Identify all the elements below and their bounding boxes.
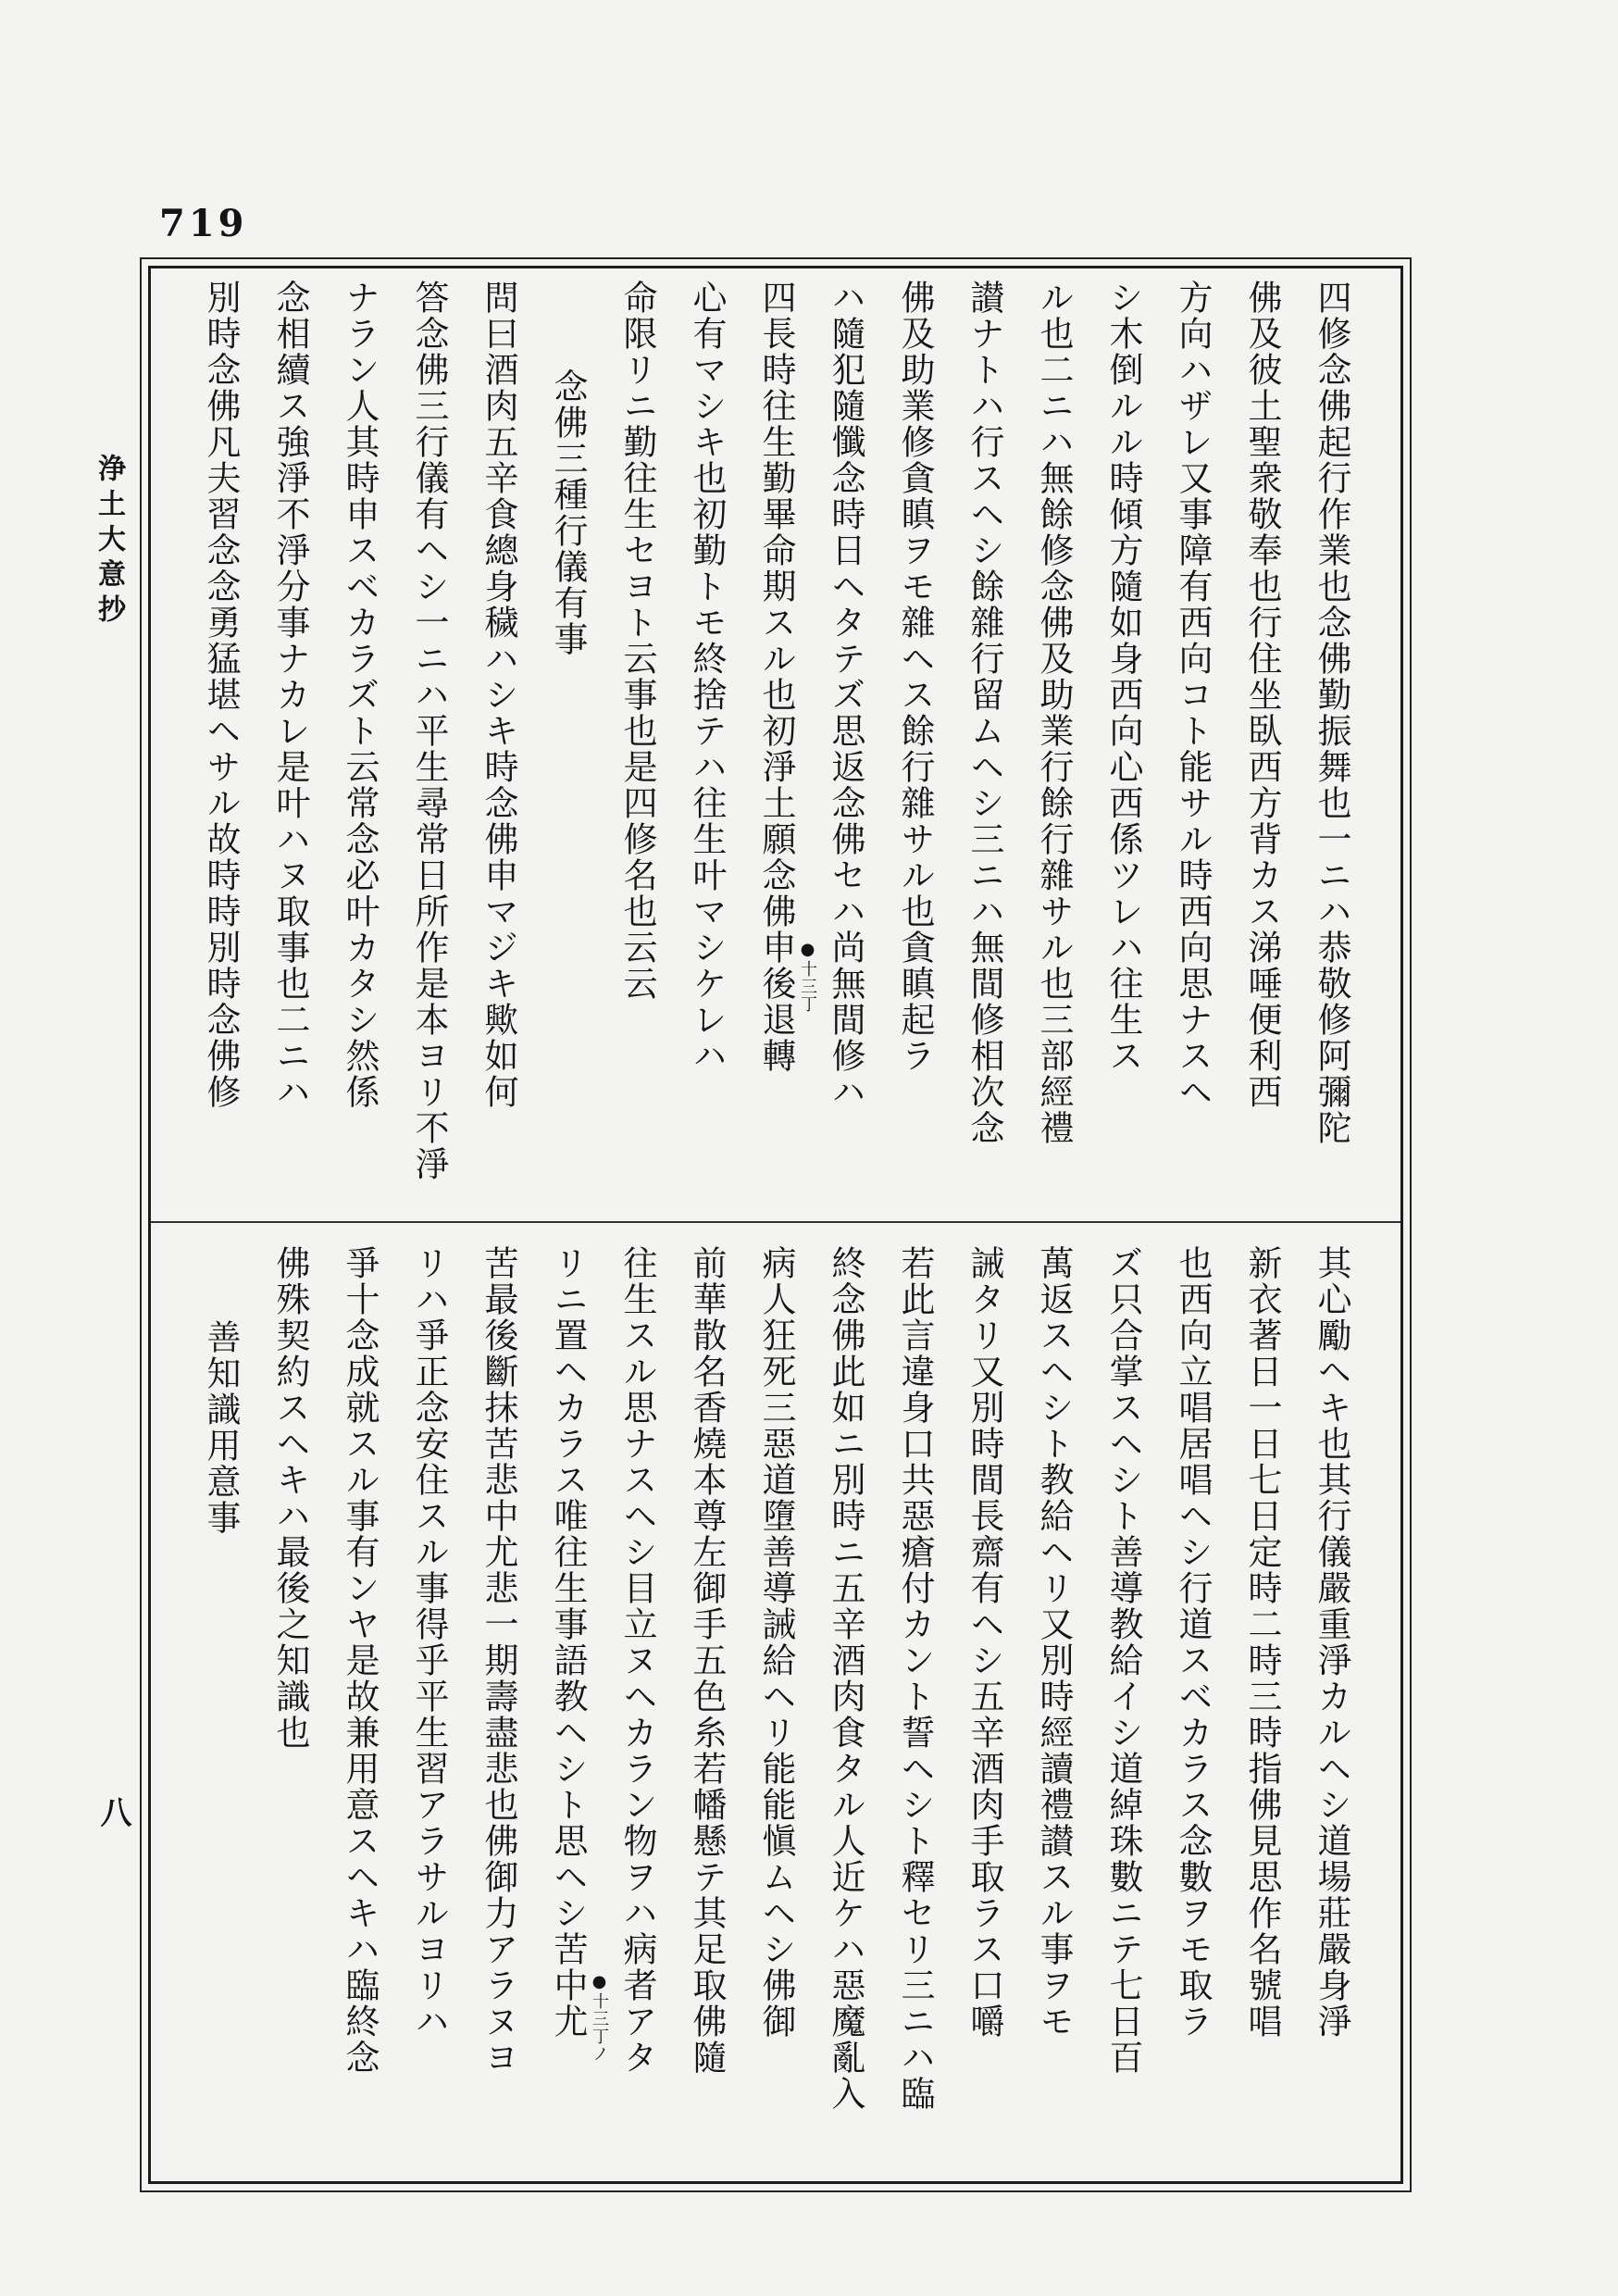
- section-heading: 善知識用意事: [201, 1319, 241, 1536]
- text-column: 心有マシキ也初勤トモ終捨テハ往生叶マシケレハ: [687, 280, 727, 1074]
- text-column: 也西向立唱居唱ヘシ行道スベカラス念數ヲモ取ラ: [1173, 1245, 1213, 2040]
- text-column: 終念佛此如ニ別時ニ五辛酒肉食タル人近ケハ惡魔亂入: [826, 1245, 865, 2112]
- text-column: 佛殊契約スヘキハ最後之知識也: [270, 1245, 310, 1751]
- text-column: リニ置ヘカラス唯往生事語教ヘシト思ヘシ苦中尤: [548, 1245, 588, 2040]
- text-column: 四修念佛起行作業也念佛勤振舞也一ニハ恭敬修阿彌陀: [1312, 280, 1351, 1146]
- section-heading: 念佛三種行儀有事: [548, 368, 588, 657]
- text-column: 往生スル思ナスヘシ目立ヌヘカラン物ヲハ病者アタ: [617, 1245, 657, 2076]
- text-column: 爭十念成就スル事有ンヤ是故兼用意スヘキハ臨終念: [340, 1245, 380, 2076]
- text-column: 若此言違身口共惡瘡付カント誓ヘシト釋セリ三ニハ臨: [895, 1245, 935, 2112]
- text-column: 佛及彼土聖衆敬奉也行住坐臥西方背カス涕唾便利西: [1242, 280, 1282, 1110]
- text-column: 答念佛三行儀有ヘシ一ニハ平生尋常日所作是本ヨリ不淨: [409, 280, 449, 1182]
- text-column: リハ爭正念安住スル事得乎平生習アラサルヨリハ: [409, 1245, 449, 2040]
- text-column: 新衣著日一日七日定時二時三時指佛見思作名號唱: [1242, 1245, 1282, 2040]
- text-column: 前華散名香燒本尊左御手五色糸若幡懸テ其足取佛隨: [687, 1245, 727, 2076]
- section-divider: [151, 1221, 1400, 1223]
- text-column: 苦最後斷抹苦悲中尤悲一期壽盡悲也佛御力アラヌヨ: [479, 1245, 518, 2076]
- text-column: 四長時往生勤畢命期スル也初淨土願念佛申後退轉: [756, 280, 796, 1074]
- text-column: 其心勵ヘキ也其行儀嚴重淨カルヘシ道場莊嚴身淨: [1312, 1245, 1351, 2040]
- text-column: ル也二ニハ無餘修念佛及助業行餘行雜サル也三部經禮: [1034, 280, 1074, 1146]
- folio-marker-upper: ●十三丁: [798, 940, 817, 1013]
- text-column: 萬返スヘシト教給ヘリ又別時經讀禮讃スル事ヲモ: [1034, 1245, 1074, 2040]
- text-column: 讃ナトハ行スヘシ餘雜行留ムヘシ三ニハ無間修相次念: [965, 280, 1004, 1146]
- text-column: 命限リニ勤往生セヨト云事也是四修名也云云: [617, 280, 657, 1002]
- folio-marker-lower: ●十三丁ノ: [590, 1972, 609, 2063]
- page-number: 719: [159, 202, 248, 245]
- text-column: 念相續ス強淨不淨分事ナカレ是叶ハヌ取事也二ニハ: [270, 280, 310, 1110]
- text-column: シ木倒ルル時傾方隨如身西向心西係ツレハ往生ス: [1103, 280, 1143, 1074]
- text-column: 問曰酒肉五辛食總身穢ハシキ時念佛申マジキ歟如何: [479, 280, 518, 1110]
- text-column: ハ隨犯隨懺念時日ヘタテズ思返念佛セハ尚無間修ハ: [826, 280, 865, 1110]
- margin-folio-number: 八: [94, 1796, 131, 1828]
- text-column: 誡タリ又別時間長齋有ヘシ五辛酒肉手取ラス口嚼: [965, 1245, 1004, 2040]
- text-column: 佛及助業修貪瞋ヲモ雜ヘス餘行雜サル也貪瞋起ラ: [895, 280, 935, 1074]
- margin-book-title: 浄土大意抄: [93, 454, 125, 630]
- text-column: ナラン人其時申スベカラズト云常念必叶カタシ然係: [340, 280, 380, 1110]
- text-column: 方向ハザレ又事障有西向コト能サル時西向思ナスヘ: [1173, 280, 1213, 1110]
- text-column: 病人狂死三惡道墮善導誡給ヘリ能能愼ムヘシ佛御: [756, 1245, 796, 2040]
- text-column: ズ只合掌スヘシト善導教給イシ道綽珠數ニテ七日百: [1103, 1245, 1143, 2076]
- text-column: 別時念佛凡夫習念念勇猛堪ヘサル故時時別時念佛修: [201, 280, 241, 1110]
